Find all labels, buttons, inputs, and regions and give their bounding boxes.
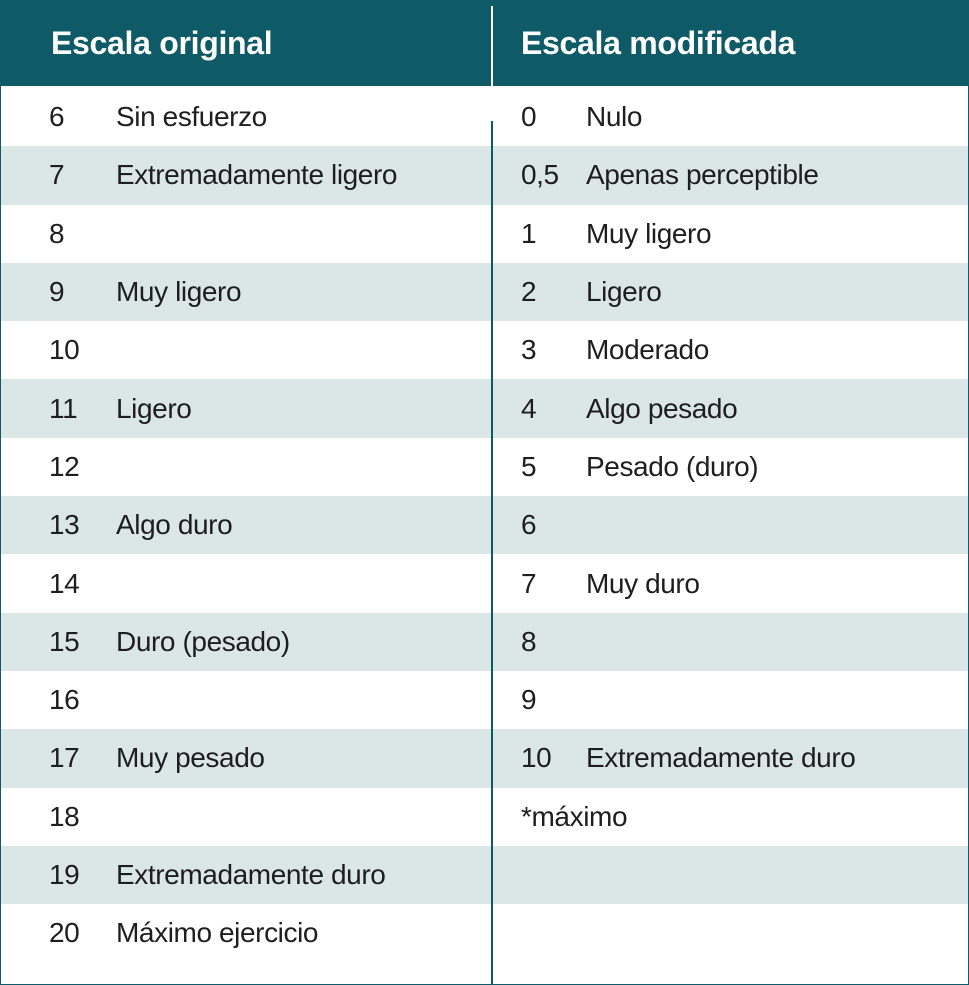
original-value: 16 xyxy=(49,684,80,716)
table-row xyxy=(1,263,968,321)
original-value: 14 xyxy=(49,567,80,599)
original-value: 18 xyxy=(49,800,80,832)
table-row xyxy=(1,321,968,379)
modified-description: Pesado (duro) xyxy=(586,450,759,482)
table-row xyxy=(1,146,968,204)
original-value: 6 xyxy=(49,101,65,133)
modified-scale-heading: Escala modificada xyxy=(521,25,796,61)
modified-value: 5 xyxy=(521,450,537,482)
original-scale-heading: Escala original xyxy=(51,25,273,61)
original-description: Máximo ejercicio xyxy=(116,917,319,949)
modified-value: 7 xyxy=(521,567,537,599)
table-row xyxy=(1,671,968,729)
modified-description: Nulo xyxy=(586,101,642,133)
original-value: 11 xyxy=(49,392,78,424)
table-row xyxy=(1,438,968,496)
modified-description: Ligero xyxy=(586,276,662,308)
table-row xyxy=(1,904,968,962)
modified-value: 0,5 xyxy=(521,159,559,191)
original-value: 15 xyxy=(49,625,80,657)
modified-description: Muy ligero xyxy=(586,217,712,249)
modified-value: 3 xyxy=(521,334,537,366)
original-value: 9 xyxy=(49,276,65,308)
header-divider xyxy=(491,6,493,86)
original-description: Duro (pesado) xyxy=(116,625,290,657)
table-header xyxy=(1,1,968,86)
original-value: 17 xyxy=(49,742,80,774)
original-value: 13 xyxy=(49,509,80,541)
maximum-note: *máximo xyxy=(521,800,628,832)
table-row xyxy=(1,88,968,146)
table-row xyxy=(1,729,968,787)
modified-value: 1 xyxy=(521,217,537,249)
table-row xyxy=(1,379,968,437)
modified-value: 9 xyxy=(521,684,537,716)
original-description: Extremadamente ligero xyxy=(116,159,398,191)
modified-description: Algo pesado xyxy=(586,392,738,424)
modified-value: 2 xyxy=(521,276,537,308)
column-divider xyxy=(491,121,493,984)
modified-value: 10 xyxy=(521,742,552,774)
table-row xyxy=(1,788,968,846)
table-body xyxy=(1,88,968,962)
modified-value: 6 xyxy=(521,509,537,541)
table-row xyxy=(1,613,968,671)
original-value: 8 xyxy=(49,217,65,249)
modified-value: 8 xyxy=(521,625,537,657)
modified-description: Extremadamente duro xyxy=(586,742,856,774)
modified-description: Moderado xyxy=(586,334,709,366)
original-description: Sin esfuerzo xyxy=(116,101,267,133)
original-value: 12 xyxy=(49,450,80,482)
original-value: 20 xyxy=(49,917,80,949)
original-description: Muy pesado xyxy=(116,742,265,774)
table-row xyxy=(1,496,968,554)
modified-description: Apenas perceptible xyxy=(586,159,819,191)
original-description: Ligero xyxy=(116,392,192,424)
original-value: 10 xyxy=(49,334,80,366)
original-description: Algo duro xyxy=(116,509,233,541)
table-row xyxy=(1,554,968,612)
original-description: Muy ligero xyxy=(116,276,242,308)
original-value: 7 xyxy=(49,159,65,191)
table-row xyxy=(1,846,968,904)
modified-value: 4 xyxy=(521,392,537,424)
table-row xyxy=(1,205,968,263)
original-value: 19 xyxy=(49,859,80,890)
original-description: Extremadamente duro xyxy=(116,859,386,890)
modified-description: Muy duro xyxy=(586,567,700,599)
modified-value: 0 xyxy=(521,101,537,133)
